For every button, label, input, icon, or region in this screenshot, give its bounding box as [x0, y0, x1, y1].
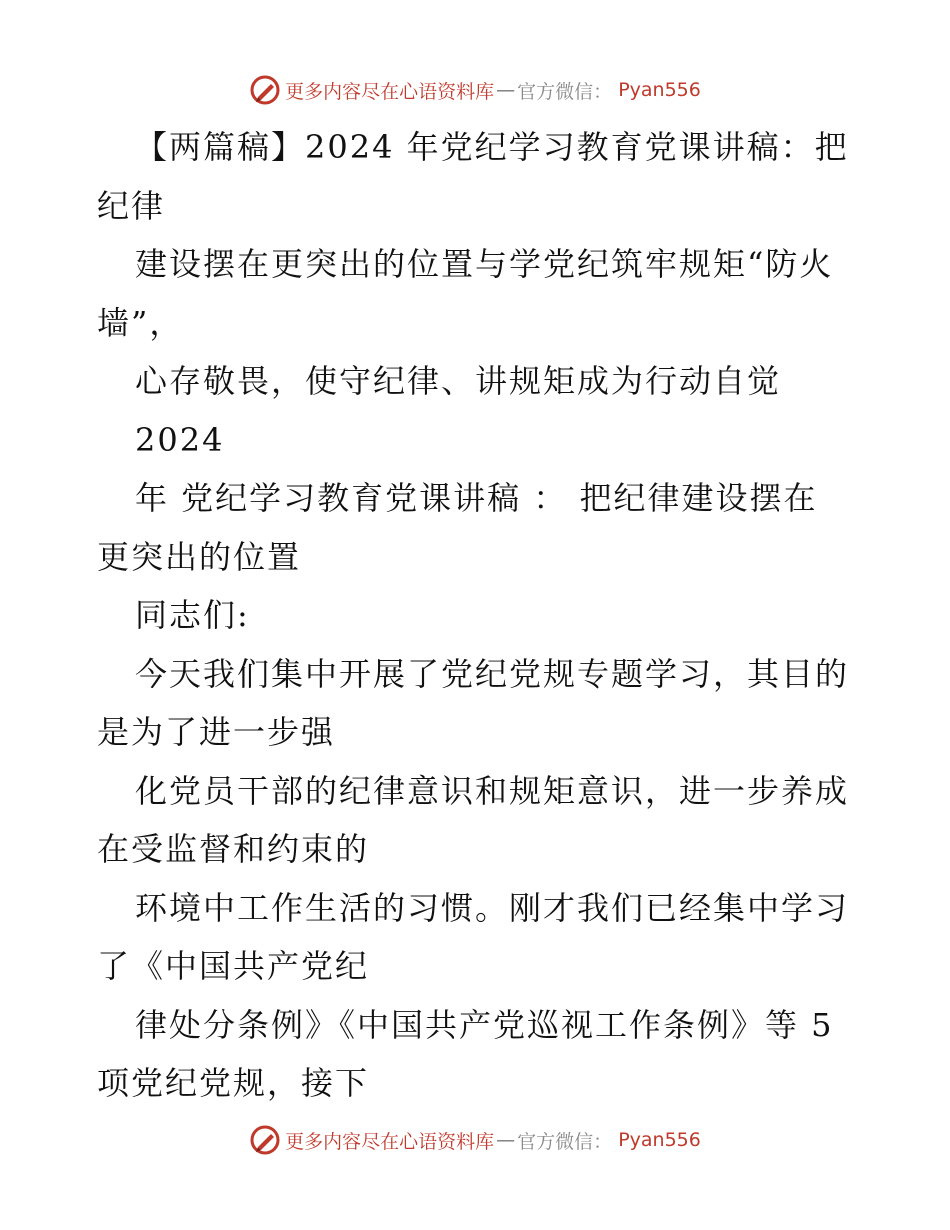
- banner-dash: —: [496, 1129, 516, 1151]
- text-line: 化党员干部的纪律意识和规矩意识，进一步养成: [135, 771, 850, 810]
- text-line: 环境中工作生活的习惯。刚才我们已经集中学习: [135, 888, 850, 927]
- banner-text: 更多内容尽在心语资料库: [285, 1130, 495, 1153]
- text-line: 2024: [135, 420, 225, 459]
- pen-logo-icon: [249, 74, 281, 106]
- text-line: 在受监督和约束的: [97, 830, 370, 868]
- text-line: 是为了进一步强: [97, 713, 336, 751]
- text-line: 心存敬畏，使守纪律、讲规矩成为行动自觉: [135, 362, 782, 400]
- text-line: 律处分条例》《中国共产党巡视工作条例》等 5: [135, 1005, 834, 1044]
- text-line: 项党纪党规，接下: [97, 1064, 370, 1102]
- banner-text: 更多内容尽在心语资料库: [285, 80, 495, 103]
- banner-dash: —: [496, 79, 516, 101]
- header-banner: [0, 70, 950, 110]
- text-line: 今天我们集中开展了党纪党规专题学习，其目的: [135, 654, 850, 693]
- banner-official-label: 官方微信：: [517, 1130, 613, 1153]
- banner-official-label: 官方微信：: [517, 80, 613, 103]
- document-body: [97, 118, 857, 1113]
- text-line: 同志们:: [135, 596, 250, 634]
- pen-logo-icon: [249, 1124, 281, 1156]
- text-line: 纪律: [97, 186, 166, 225]
- text-line: 更突出的位置: [97, 537, 302, 576]
- text-line: 【两篇稿】2024 年党纪学习教育党课讲稿：把: [135, 128, 849, 166]
- banner-account: Pyan556: [618, 1129, 701, 1151]
- text-line: 墙”，: [97, 303, 184, 342]
- text-line: 年 党纪学习教育党课讲稿 ： 把纪律建设摆在: [135, 479, 818, 517]
- text-line: 建设摆在更突出的位置与学党纪筑牢规矩“防火: [135, 245, 834, 283]
- banner-account: Pyan556: [618, 79, 701, 101]
- footer-banner: [0, 1120, 950, 1160]
- text-line: 了《中国共产党纪: [97, 947, 370, 985]
